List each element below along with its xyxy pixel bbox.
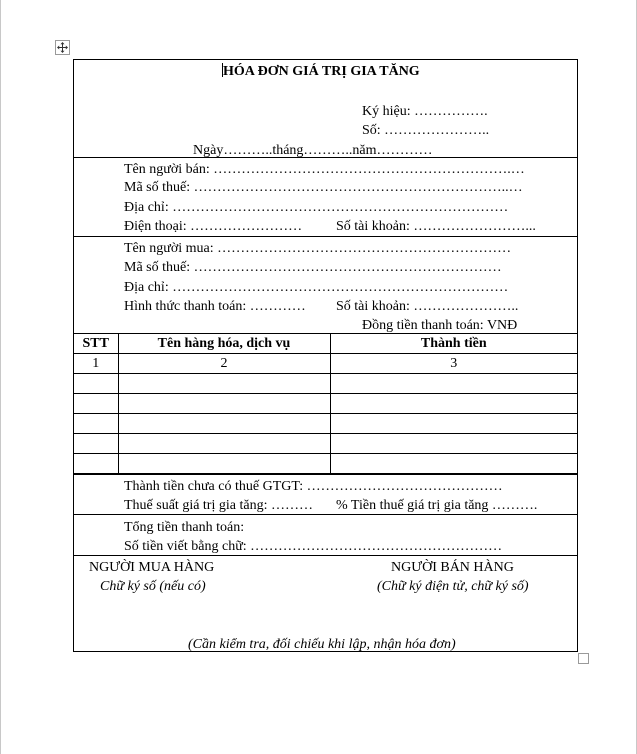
so-field[interactable]: Số: ………………….. <box>362 123 490 138</box>
header-stt: STT <box>74 334 118 354</box>
table-cell[interactable] <box>118 414 330 434</box>
buyer-payment-method-field[interactable]: Hình thức thanh toán: ………… <box>124 299 306 314</box>
table-row <box>74 434 577 454</box>
index-cell: 2 <box>118 354 330 374</box>
buyer-address-field[interactable]: Địa chỉ: ……………………………………………………………… <box>124 280 509 295</box>
header-amount: Thành tiền <box>330 334 577 354</box>
page-edge <box>0 0 1 754</box>
seller-account-field[interactable]: Số tài khoản: ……………………... <box>336 219 536 234</box>
seller-section <box>74 157 577 237</box>
table-resize-handle[interactable] <box>578 653 589 664</box>
seller-signature-note: (Chữ ký điện tử, chữ ký số) <box>377 579 529 594</box>
table-row <box>74 394 577 414</box>
seller-name-field[interactable]: Tên người bán: ……………………………………………………….… <box>124 162 525 177</box>
ky-hieu-field[interactable]: Ký hiệu: ……………. <box>362 104 488 119</box>
buyer-name-field[interactable]: Tên người mua: ……………………………………………………… <box>124 241 512 256</box>
table-header-row <box>74 334 577 354</box>
invoice-form <box>73 59 578 652</box>
index-cell: 1 <box>74 354 118 374</box>
vat-amount-field[interactable]: % Tiền thuế giá trị gia tăng ………. <box>336 498 538 513</box>
table-cell[interactable] <box>118 454 330 474</box>
payment-section <box>74 514 577 556</box>
table-cell[interactable] <box>330 434 577 454</box>
seller-signature-title: NGƯỜI BÁN HÀNG <box>391 560 514 575</box>
table-cell[interactable] <box>74 454 118 474</box>
table-row <box>74 374 577 394</box>
table-cell[interactable] <box>74 434 118 454</box>
table-cell[interactable] <box>330 454 577 474</box>
total-payment-field[interactable]: Tổng tiền thanh toán: <box>124 520 245 535</box>
table-cell[interactable] <box>330 374 577 394</box>
table-cell[interactable] <box>118 394 330 414</box>
totals-section <box>74 474 577 515</box>
index-cell: 3 <box>330 354 577 374</box>
table-move-handle[interactable] <box>55 40 70 55</box>
signatures-section <box>74 555 577 652</box>
buyer-section <box>74 236 577 334</box>
date-line[interactable]: Ngày………..tháng………..năm………… <box>193 143 433 158</box>
buyer-tax-code-field[interactable]: Mã số thuế: ………………………………………………………… <box>124 260 502 275</box>
table-cell[interactable] <box>330 414 577 434</box>
table-row <box>74 414 577 434</box>
table-cell[interactable] <box>74 414 118 434</box>
vat-rate-field[interactable]: Thuế suất giá trị gia tăng: ……… <box>124 498 313 513</box>
payment-currency: Đồng tiền thanh toán: VNĐ <box>362 318 518 333</box>
buyer-account-field[interactable]: Số tài khoản: ………………….. <box>336 299 519 314</box>
table-row <box>74 454 577 474</box>
buyer-signature-note: Chữ ký số (nếu có) <box>100 579 206 594</box>
table-cell[interactable] <box>330 394 577 414</box>
subtotal-field[interactable]: Thành tiền chưa có thuế GTGT: …………………………………… <box>124 479 503 494</box>
invoice-title: HÓA ĐƠN GIÁ TRỊ GIA TĂNG <box>223 64 420 79</box>
items-section <box>74 333 577 475</box>
invoice-header <box>74 60 577 157</box>
amount-in-words-field[interactable]: Số tiền viết bằng chữ: ……………………………………………… <box>124 539 503 554</box>
seller-address-field[interactable]: Địa chỉ: ……………………………………………………………… <box>124 200 509 215</box>
header-goods-services: Tên hàng hóa, dịch vụ <box>118 334 330 354</box>
seller-phone-field[interactable]: Điện thoại: …………………… <box>124 219 303 234</box>
buyer-signature-title: NGƯỜI MUA HÀNG <box>89 560 215 575</box>
items-table <box>74 334 577 474</box>
footer-note: (Cần kiểm tra, đối chiếu khi lập, nhận hóa đơn) <box>188 637 456 652</box>
table-index-row <box>74 354 577 374</box>
move-icon <box>57 42 68 53</box>
table-cell[interactable] <box>74 374 118 394</box>
table-cell[interactable] <box>74 394 118 414</box>
seller-tax-code-field[interactable]: Mã số thuế: …………………………………………………………..… <box>124 180 523 195</box>
table-cell[interactable] <box>118 374 330 394</box>
table-cell[interactable] <box>118 434 330 454</box>
